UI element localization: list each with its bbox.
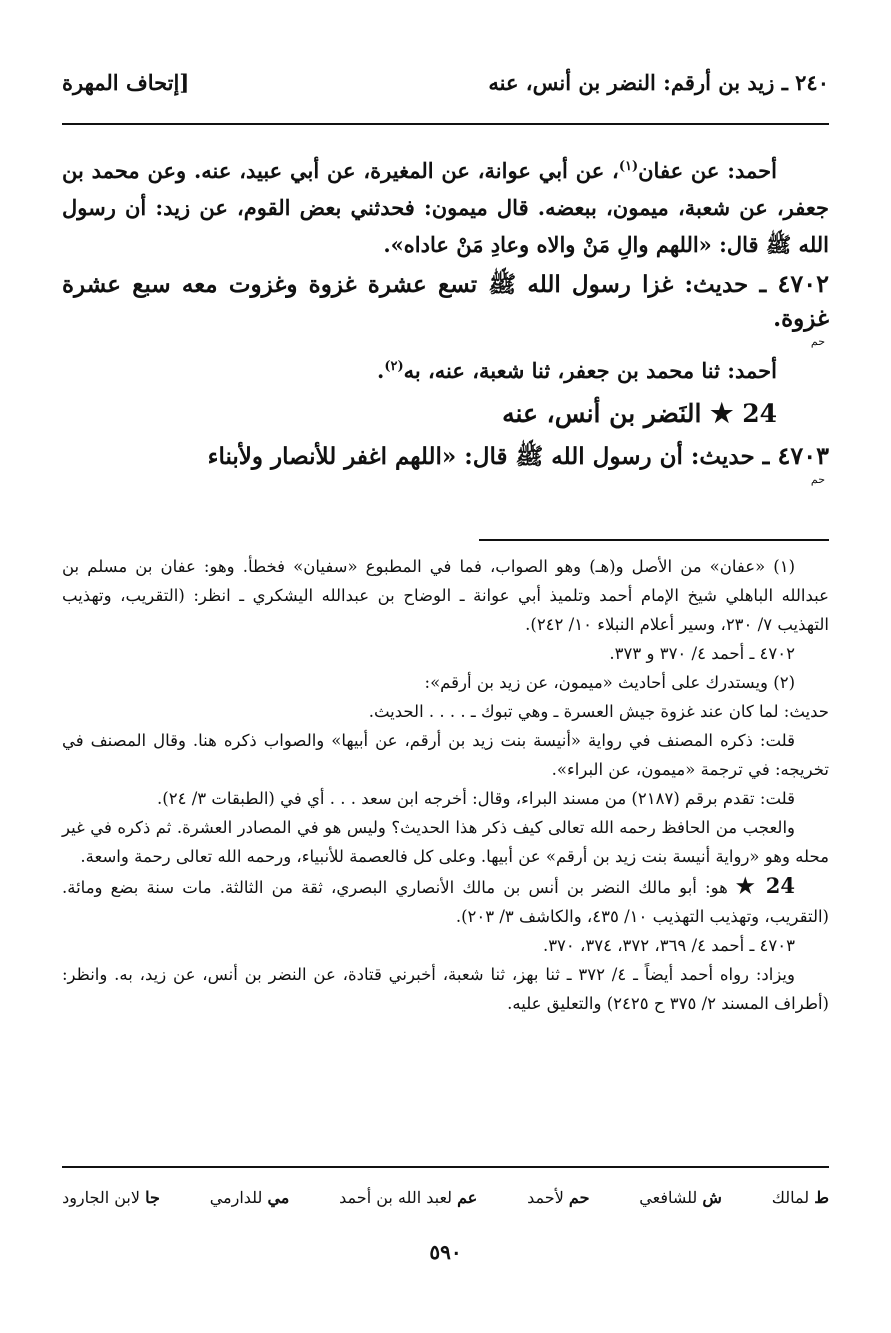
- footnote-ref-1: (١): [618, 159, 639, 174]
- header-book-title: [إتحاف المهرة: [62, 70, 190, 95]
- paragraph-isnad-1: [62, 152, 829, 263]
- footnotes: [62, 552, 829, 1018]
- footnote-2-comment-1: قلت: ذكره المصنف في رواية «أنيسة بنت زيد بن أرقم، عن أبيها» والصواب ذكره هنا. وقال المصنف في تخريجه: في ترجمة «ميمون، عن البراء».: [62, 731, 829, 779]
- abbr-abdullah: عم لعبد الله بن أحمد: [339, 1188, 478, 1207]
- hadith-number: ٤٧٠٢: [777, 269, 829, 298]
- footnote-2: (٢) ويستدرك على أحاديث «ميمون، عن زيد بن أرقم»:: [424, 673, 795, 692]
- footnote-2-comment-3: والعجب من الحافظ رحمه الله تعالى كيف ذكر هذا الحديث؟ وليس هو في المصادر العشرة. ثم ذكره في غير محله وهو «رواية أنيسة بنت زيد بن أرقم» عن أبيها. وعلى كل فالعصمة للأنبياء، ورحمه الله تعالى رحمة واسعة.: [62, 818, 829, 866]
- hadith-number: ٤٧٠٣: [777, 441, 829, 470]
- abbreviations-rule: [62, 1166, 829, 1168]
- footnote-1: (١) «عفان» من الأصل و(هـ) وهو الصواب، فما في المطبوع «سفيان» فخطأ. وهو: عفان بن مسلم بن عبدالله الباهلي شيخ الإمام أحمد وتلميذ أبي عوانة ـ الوضاح بن عبدالله اليشكري ـ انظر: (التقريب، وتهذيب التهذيب ٧/ ٢٣٠، وسير أعلام النبلاء ١٠/ ٢٤٢).: [62, 557, 829, 634]
- abbr-jarud: جا لابن الجارود: [62, 1188, 160, 1207]
- isnad-text-cont: ، عن أبي عوانة، عن المغيرة، عن أبي عبيد، عنه. وعن محمد بن جعفر، عن شعبة، ميمون، ببعضه. قال ميمون: فحدثني بعض القوم، عن زيد: أن رسول الله ﷺ قال: «اللهم والِ مَنْ والاه وعادِ مَنْ عاداه».: [62, 158, 829, 257]
- isnad-text: أحمد: ثنا محمد بن جعفر، ثنا شعبة، عنه، به: [403, 358, 777, 383]
- isnad-text: أحمد: عن عفان: [638, 158, 778, 183]
- star-icon: ★: [710, 399, 734, 429]
- hadith-text: ـ حديث: غزا رسول الله ﷺ تسع عشرة غزوة وغزوت معه سبع عشرة غزوة.: [62, 271, 829, 332]
- main-text: [62, 152, 829, 486]
- abbr-ahmad: حم لأحمد: [527, 1188, 590, 1207]
- footnote-rule: [479, 539, 829, 541]
- hadith-4702: [62, 267, 829, 348]
- footnote-addition: ويزاد: رواه أحمد أيضاً ـ ٤/ ٣٧٢ ـ ثنا بهز، ثنا شعبة، أخبرني قتادة، عن النضر بن أنس، عن زيد، به. وانظر: (أطراف المسند ٢/ ٣٧٥ ح ٢٤٢٥) والتعليق عليه.: [62, 965, 829, 1013]
- page-number: ٥٩٠: [429, 1240, 462, 1264]
- abbr-malik: ط لمالك: [771, 1188, 829, 1207]
- footnote-2-hadith: حديث: لما كان عند غزوة جيش العسرة ـ وهي تبوك ـ . . . . الحديث.: [368, 702, 829, 721]
- footnote-narrator: 24 ★ هو: أبو مالك النضر بن أنس بن مالك الأنصاري البصري، ثقة من الثالثة. مات سنة بضع ومائة. (التقريب، وتهذيب التهذيب ١٠/ ٤٣٥، والكاشف ٣/ ٢٠٣).: [62, 873, 829, 926]
- hadith-text: ـ حديث: أن رسول الله ﷺ قال: «اللهم اغفر للأنصار ولأبناء: [207, 443, 770, 470]
- section-heading: [62, 393, 829, 435]
- running-header: [62, 70, 829, 110]
- footnote-ref-2: (٢): [384, 359, 404, 374]
- abbr-shafii: ش للشافعي: [639, 1188, 722, 1207]
- paragraph-isnad-2: أحمد: ثنا محمد بن جعفر، ثنا شعبة، عنه، به$^{(٢)}$.: [377, 358, 777, 383]
- hadith-4703: [62, 439, 829, 486]
- section-title: النَضر بن أنس، عنه: [502, 399, 702, 428]
- takhrij-4702: ٤٧٠٢ ـ أحمد ٤/ ٣٧٠ و ٣٧٣.: [609, 644, 795, 663]
- section-number: 24: [742, 399, 777, 428]
- source-code: حم: [810, 335, 825, 348]
- header-chapter-title: ٢٤٠ ـ زيد بن أرقم: النضر بن أنس، عنه: [488, 70, 829, 95]
- abbreviations-key: [62, 1184, 829, 1212]
- footnote-2-comment-2: قلت: تقدم برقم (٢١٨٧) من مسند البراء، وقال: أخرجه ابن سعد . . . أي في (الطبقات ٣/ ٢٤).: [157, 789, 795, 808]
- abbr-darimi: مي للدارمي: [209, 1188, 290, 1207]
- takhrij-4703: ٤٧٠٣ ـ أحمد ٤/ ٣٦٩، ٣٧٢، ٣٧٤، ٣٧٠.: [542, 936, 795, 955]
- header-rule: [62, 123, 829, 125]
- star-icon: ★: [735, 873, 758, 898]
- source-code: حم: [810, 473, 825, 486]
